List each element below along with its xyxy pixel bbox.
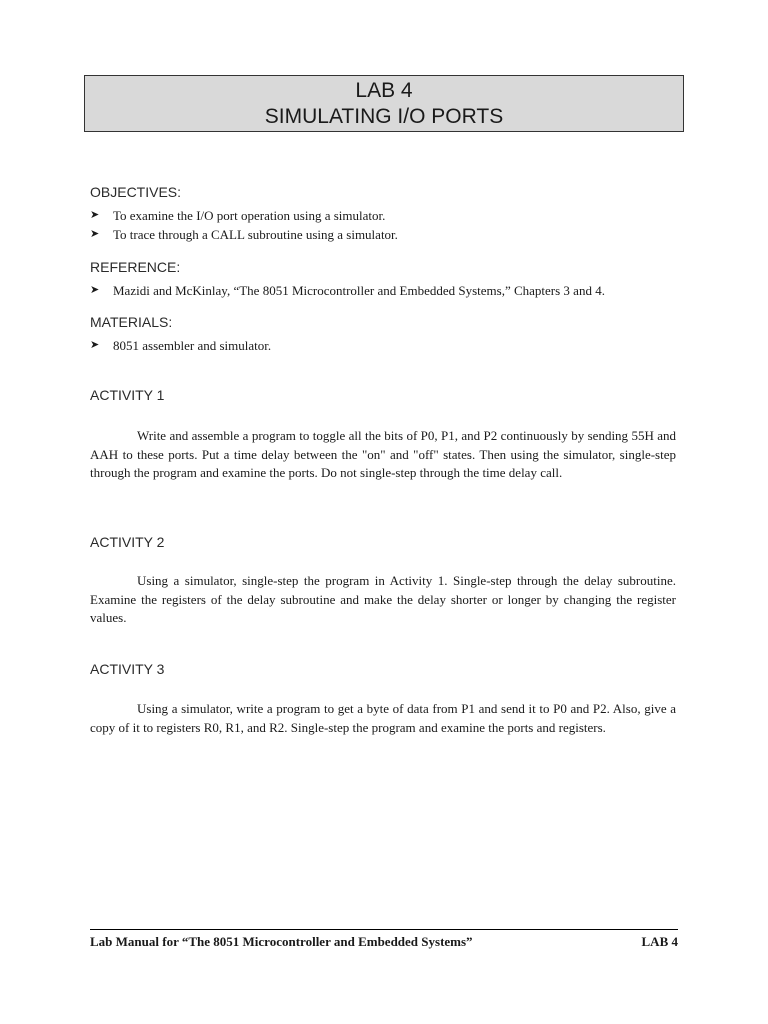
activity-1-text: Write and assemble a program to toggle all the bits of P0, P1, and P2 continuously by sending 55H and AAH to these ports. Put a time delay between the "on" and "off" states. Then using the simulator, single-step through the program and examine the ports. Do not single-step through the time delay call. — [90, 428, 676, 480]
arrowhead-bullet-icon: ➤ — [90, 209, 100, 221]
footer-lab-number: LAB 4 — [641, 934, 678, 949]
footer-divider — [90, 929, 678, 930]
arrowhead-bullet-icon: ➤ — [90, 284, 100, 296]
reference-heading: REFERENCE: — [90, 259, 181, 275]
footer-title: Lab Manual for “The 8051 Microcontroller and Embedded Systems” — [90, 934, 473, 949]
list-item: ➤ 8051 assembler and simulator. — [90, 338, 272, 353]
list-item: ➤ Mazidi and McKinlay, “The 8051 Microcontroller and Embedded Systems,” Chapters 3 and 4. — [90, 283, 605, 298]
activity-2-heading: ACTIVITY 2 — [90, 534, 165, 550]
reference-list — [90, 281, 605, 300]
arrowhead-bullet-icon: ➤ — [90, 339, 100, 351]
activity-2-text: Using a simulator, single-step the program in Activity 1. Single-step through the delay subroutine. Examine the registers of the delay subroutine and make the delay shorter or longer by changing the register values. — [90, 573, 676, 625]
list-item: ➤ To trace through a CALL subroutine using a simulator. — [90, 227, 398, 242]
materials-list — [90, 336, 271, 355]
activity-3-text: Using a simulator, write a program to get a byte of data from P1 and send it to P0 and P2. Also, give a copy of it to registers R0, R1, and R2. Single-step the program and examine the ports and registers. — [90, 701, 676, 735]
activity-1-heading: ACTIVITY 1 — [90, 387, 165, 403]
objectives-heading: OBJECTIVES: — [90, 184, 182, 200]
objectives-list — [90, 206, 398, 244]
lab-title-box — [84, 75, 684, 132]
activity-3-heading: ACTIVITY 3 — [90, 661, 165, 677]
list-item: ➤ To examine the I/O port operation using a simulator. — [90, 208, 386, 223]
arrowhead-bullet-icon: ➤ — [90, 228, 100, 240]
lab-title: SIMULATING I/O PORTS — [264, 104, 504, 128]
materials-heading: MATERIALS: — [90, 314, 173, 330]
lab-number: LAB 4 — [355, 78, 413, 102]
